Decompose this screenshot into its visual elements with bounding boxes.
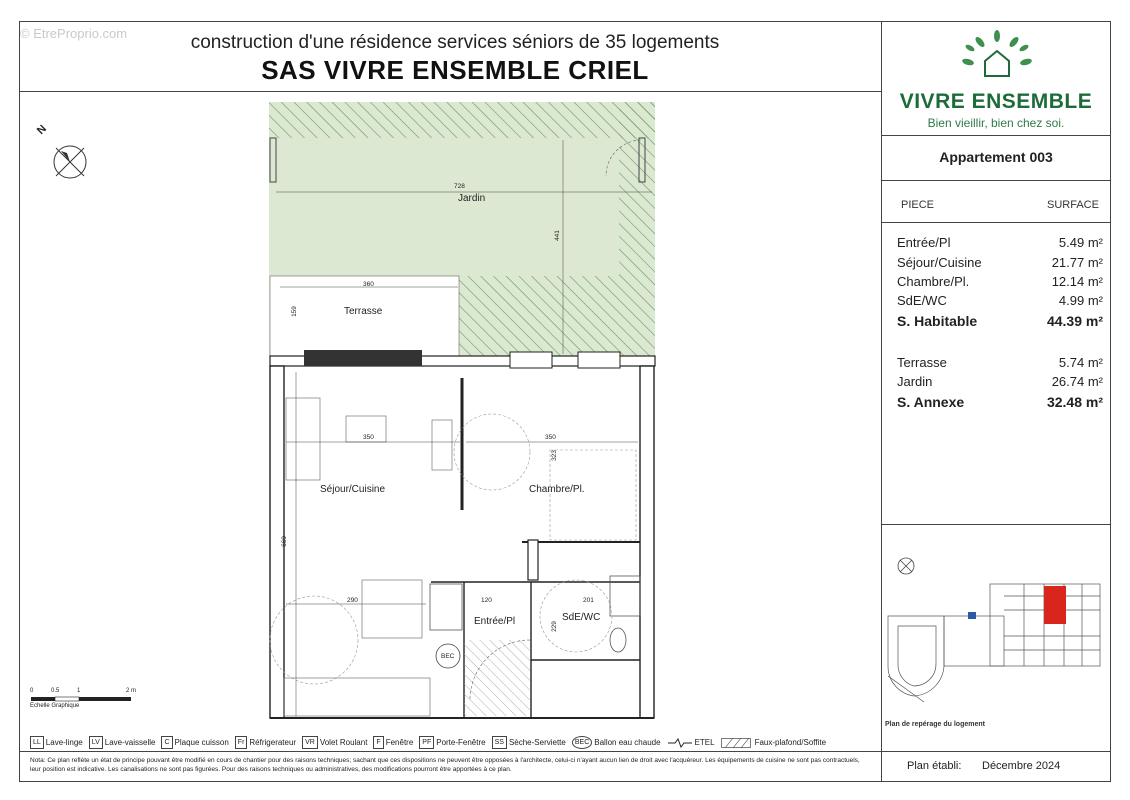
piece-surface: 5.49 m² (1058, 235, 1103, 250)
legend-code: VR (302, 736, 318, 749)
surface-row (897, 274, 1103, 289)
legend-label: Volet Roulant (319, 738, 368, 747)
garden-hatch-right (619, 102, 655, 356)
header-subtitle: construction d'une résidence services séniors de 35 logements (190, 32, 720, 53)
piece-surface: 12.14 m² (1051, 274, 1103, 289)
scale-tick: 2 m (126, 688, 137, 694)
dim-label: 159 (290, 306, 298, 317)
legend-code: C (161, 736, 172, 749)
tv-unit (432, 420, 452, 470)
kitchen-counter (284, 678, 430, 716)
piece-surface: 4.99 m² (1058, 293, 1103, 308)
header-title: SAS VIVRE ENSEMBLE CRIEL (261, 55, 649, 85)
total-label: S. Annexe (897, 394, 965, 410)
sidebar-line-2 (881, 180, 1110, 181)
piece-name: Terrasse (897, 355, 947, 370)
dim-label: 350 (545, 434, 556, 441)
brand-name: VIVRE ENSEMBLE (899, 90, 1093, 113)
sidebar-line-4 (881, 524, 1110, 525)
room-label-entree: Entrée/Pl (474, 616, 516, 627)
house-leaves-logo-icon (952, 28, 1042, 84)
legend-item (572, 736, 661, 749)
watermark: © EtreProprio.com (20, 26, 128, 41)
piece-name: Chambre/Pl. (897, 274, 970, 289)
legend-item (235, 736, 296, 749)
legend-item (30, 736, 83, 749)
surface-row (897, 235, 1103, 250)
legend-item (721, 738, 826, 748)
compass-north-label: N (34, 122, 50, 138)
legend (30, 736, 832, 749)
legend-item (89, 736, 156, 749)
col-surface-header: SURFACE (1047, 199, 1099, 211)
legend-label: Lave-linge (45, 738, 83, 747)
scale-tick: 0.5 (51, 688, 60, 694)
surface-row (897, 355, 1103, 370)
room-label-terrasse: Terrasse (344, 306, 383, 317)
location-plan (884, 546, 1106, 716)
legend-label: Fenêtre (385, 738, 414, 747)
legend-label: Réfrigerateur (249, 738, 297, 747)
dim-label: 120 (481, 597, 492, 604)
plan-date-label: Plan établi: (907, 760, 962, 772)
room-label-jardin: Jardin (458, 193, 486, 204)
disclaimer-note: Nota: Ce plan reflète un état de principe pouvant être modifié en cours de chantier pour des raisons techniques; sachant que ces dispositions ne peuvent être opposées à l'architecte, celui-ci n'ayant aucun lien de droit avec l'acquéreur. Les équipements de cuisine ne sont pas contractuels, leur position est indicative. Les canalisations ne sont pas figurées. Pour des raisons techniques ou administratives, des modifications pourront être apportées à ce plan. (30, 757, 860, 773)
window-bay (578, 352, 620, 368)
fridge (430, 584, 462, 630)
bed-area (550, 450, 636, 540)
soffit-hatch-icon (721, 738, 751, 748)
col-piece-header: PIECE (901, 199, 935, 211)
legend-label: Faux-plafond/Soffite (754, 738, 827, 747)
surface-row (897, 293, 1103, 308)
dim-label: 229 (550, 621, 558, 632)
legend-label: ETEL (694, 738, 715, 747)
garden-hatch-top (269, 102, 655, 138)
brand-tagline: Bien vieillir, bien chez soi. (927, 116, 1065, 130)
legend-code: SS (492, 736, 507, 749)
dining-table (362, 580, 422, 638)
room-label-sejour: Séjour/Cuisine (320, 484, 386, 495)
legend-code: PF (419, 736, 434, 749)
dim-label: 441 (553, 230, 561, 241)
legend-item (161, 736, 228, 749)
legend-label: Porte-Fenêtre (436, 738, 486, 747)
legend-item (492, 736, 566, 749)
dim-label: 728 (454, 183, 465, 190)
etel-zigzag-icon (667, 738, 693, 748)
legend-item (667, 738, 715, 748)
legend-label: Ballon eau chaude (594, 738, 661, 747)
dim-label: 350 (363, 434, 374, 441)
legend-code: LV (89, 736, 103, 749)
legend-code: F (373, 736, 383, 749)
plan-date-value: Décembre 2024 (982, 760, 1061, 772)
piece-name: Entrée/Pl (897, 235, 951, 250)
legend-code: Fr (235, 736, 248, 749)
dim-label: 660 (280, 536, 288, 547)
piece-surface: 21.77 m² (1051, 255, 1103, 270)
dim-label: 290 (347, 597, 358, 604)
habitable-total-row (897, 313, 1103, 329)
scale-tick: 0 (30, 688, 34, 694)
outer-wall (640, 366, 654, 718)
sidebar-line-3 (881, 222, 1110, 223)
dim-label: 360 (363, 281, 374, 288)
surface-row (897, 255, 1103, 270)
dim-label: 201 (583, 597, 594, 604)
legend-item (373, 736, 413, 749)
legend-label: Lave-vaisselle (104, 738, 156, 747)
wall-sde (528, 540, 538, 580)
header-divider (19, 91, 881, 92)
footer-divider-right (881, 751, 1110, 752)
legend-code: BEC (572, 736, 592, 749)
sidebar-line-1 (881, 135, 1110, 136)
apartment-title: Appartement 003 (939, 149, 1053, 165)
surface-row (897, 374, 1103, 389)
total-value: 32.48 m² (1046, 394, 1103, 410)
room-label-chambre: Chambre/Pl. (529, 484, 585, 495)
total-label: S. Habitable (897, 313, 978, 329)
piece-surface: 5.74 m² (1058, 355, 1103, 370)
highlighted-unit (1044, 586, 1066, 624)
piece-surface: 26.74 m² (1051, 374, 1103, 389)
scale-label: Echelle Graphique (30, 703, 80, 709)
toilet (610, 628, 626, 652)
door-swing (454, 414, 530, 490)
legend-label: Sèche-Serviette (508, 738, 566, 747)
legend-item (302, 736, 367, 749)
location-plan-caption: Plan de repérage du logement (885, 721, 985, 728)
footer-divider (19, 751, 881, 752)
total-value: 44.39 m² (1046, 313, 1103, 329)
piece-name: SdE/WC (897, 293, 947, 308)
legend-label: Plaque cuisson (174, 738, 229, 747)
garden-hatch-mid (459, 276, 619, 356)
dim-label: 323 (550, 450, 558, 461)
piece-name: Séjour/Cuisine (897, 255, 982, 270)
bec-label: BEC (441, 653, 455, 660)
legend-item (419, 736, 485, 749)
window-bay (304, 350, 422, 366)
annexe-total-row (897, 394, 1103, 410)
room-label-sde: SdE/WC (562, 612, 601, 623)
scale-tick: 1 (77, 688, 81, 694)
piece-name: Jardin (897, 374, 933, 389)
legend-code: LL (30, 736, 44, 749)
sofa (286, 398, 320, 480)
window-bay (510, 352, 552, 368)
